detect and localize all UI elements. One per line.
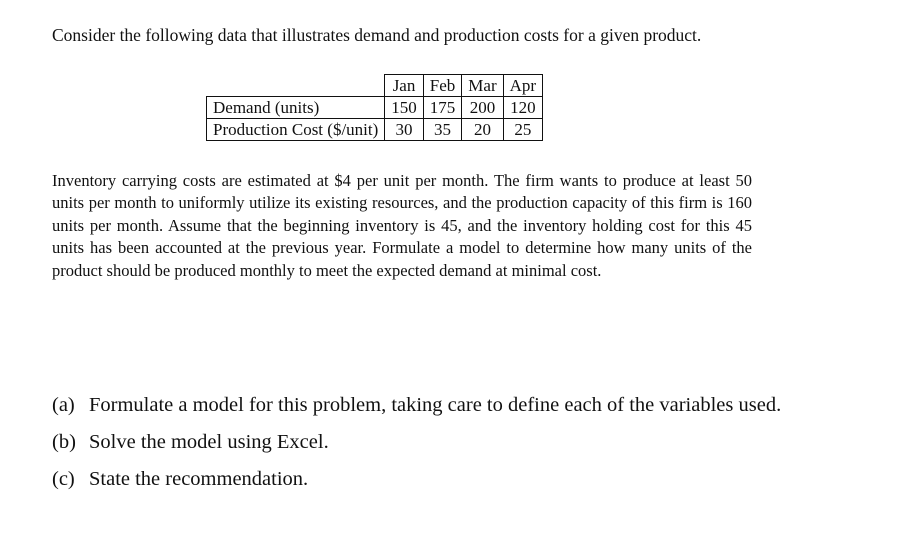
question-marker: (a) — [52, 394, 75, 416]
demand-cost-table — [206, 74, 543, 141]
table-corner-cell — [207, 75, 385, 97]
table-header-cell: Feb — [423, 75, 462, 97]
question-list — [52, 393, 781, 504]
table-cell: 175 — [423, 97, 462, 119]
problem-paragraph: Inventory carrying costs are estimated at $4 per unit per month. The firm wants to produce at least 50 units per month to uniformly utilize its existing resources, and the production capacity of this firm is 160 units per month. Assume that the beginning inventory is 45, and the inventory holding cost for this 45 units has been accounted at the previous year. Formulate a model to determine how many units of the product should be produced monthly to meet the expected demand at minimal cost. — [52, 171, 752, 280]
table-cell: 200 — [462, 97, 503, 119]
table-header-cell: Apr — [503, 75, 542, 97]
question-text: State the recommendation. — [89, 468, 309, 490]
table-cell: 150 — [385, 97, 424, 119]
question-text: Solve the model using Excel. — [89, 431, 329, 453]
table-cell: 25 — [503, 119, 542, 141]
table-header-cell: Mar — [462, 75, 503, 97]
table-header-row — [207, 75, 543, 97]
table-header-cell: Jan — [385, 75, 424, 97]
table-cell: 35 — [423, 119, 462, 141]
table-row-demand — [207, 97, 543, 119]
question-marker: (b) — [52, 431, 76, 453]
question-item — [52, 467, 781, 491]
table-row-production-cost — [207, 119, 543, 141]
row-label: Production Cost ($/unit) — [207, 119, 385, 141]
intro-sentence: Consider the following data that illustrates demand and production costs for a given product. — [52, 25, 702, 45]
table-cell: 30 — [385, 119, 424, 141]
question-marker: (c) — [52, 468, 75, 490]
table-cell: 120 — [503, 97, 542, 119]
row-label: Demand (units) — [207, 97, 385, 119]
question-item — [52, 393, 781, 417]
table-cell: 20 — [462, 119, 503, 141]
question-text: Formulate a model for this problem, taking care to define each of the variables used. — [89, 394, 782, 416]
question-item — [52, 430, 781, 454]
